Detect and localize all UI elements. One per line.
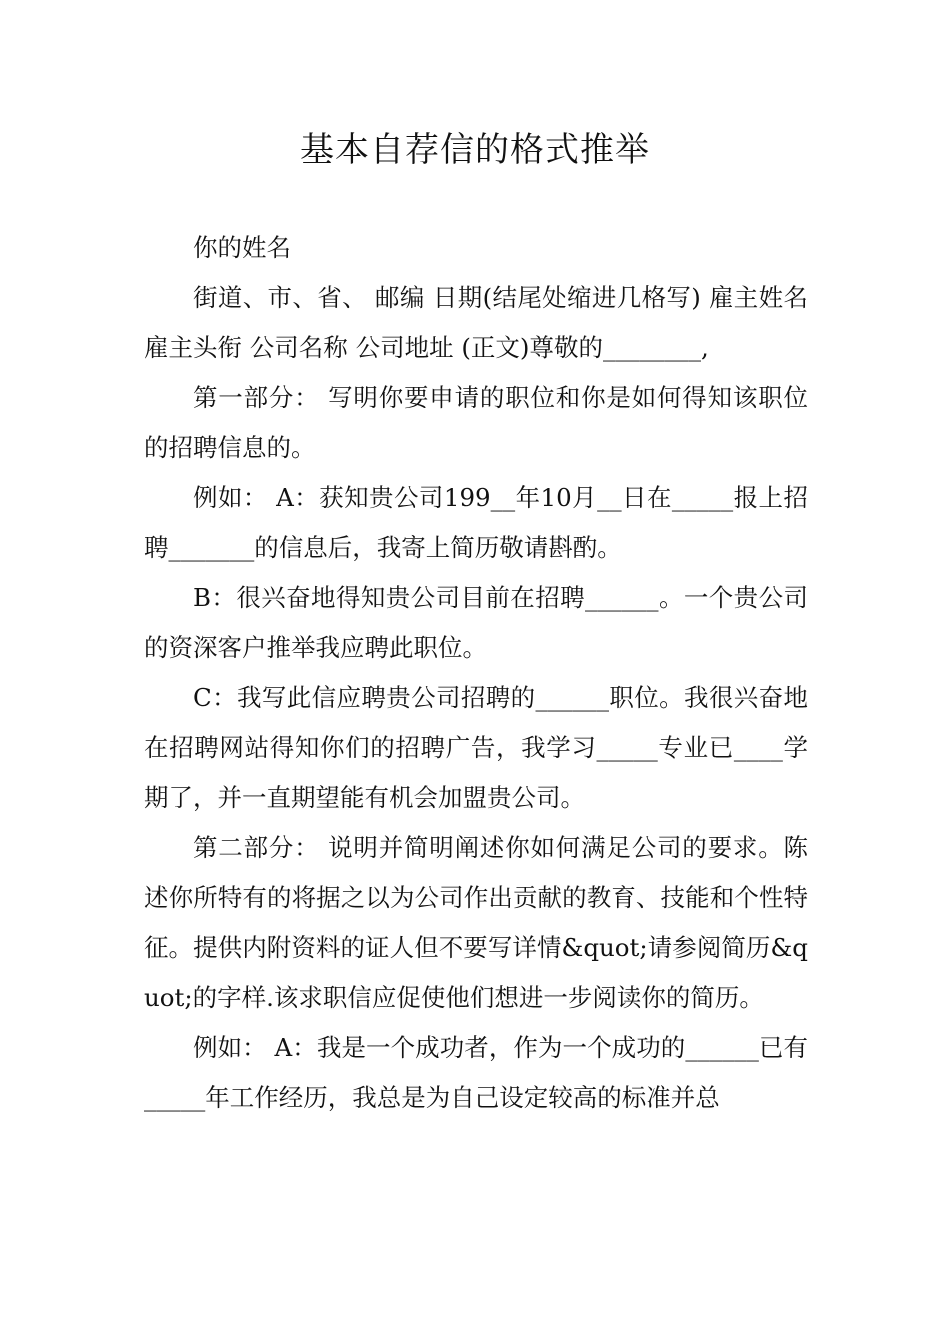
paragraph-example-c: C：我写此信应聘贵公司招聘的______职位。我很兴奋地在招聘网站得知你们的招聘广告，我学习_____专业已____学期了，并一直期望能有机会加盟贵公司。 — [144, 683, 808, 812]
paragraph-example-a2: 例如： A：我是一个成功者，作为一个成功的______已有_____年工作经历，我总是为自己设定较高的标准并总 — [144, 1033, 808, 1112]
document-title: 基本自荐信的格式推举 — [300, 130, 650, 170]
paragraph-part-two: 第二部分： 说明并简明阐述你如何满足公司的要求。陈述你所特有的将据之以为公司作出贡献的教育、技能和个性特征。提供内附资料的证人但不要写详情&quot;请参阅简历&quot;的字样.该求职信应促使他们想进一步阅读你的简历。 — [144, 833, 808, 1012]
paragraph-example-b: B：很兴奋地得知贵公司目前在招聘______。一个贵公司的资深客户推举我应聘此职位。 — [144, 583, 808, 662]
paragraph-name: 你的姓名 — [193, 233, 291, 262]
paragraph-part-one: 第一部分： 写明你要申请的职位和你是如何得知该职位的招聘信息的。 — [144, 383, 808, 462]
document-body — [144, 223, 816, 1123]
paragraph-example-a: 例如： A：获知贵公司199__年10月__日在_____报上招聘_______的信息后，我寄上简历敬请斟酌。 — [144, 483, 808, 562]
paragraph-address: 街道、市、省、 邮编 日期(结尾处缩进几格写) 雇主姓名 雇主头衔 公司名称 公司地址 (正文)尊敬的________, — [144, 283, 816, 362]
